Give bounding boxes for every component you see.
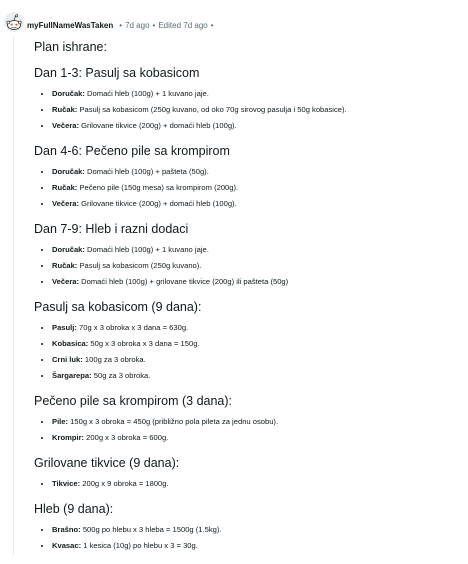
meta-separator: • xyxy=(152,20,156,30)
item-label: Doručak: xyxy=(52,89,85,98)
item-text: Domaći hleb (100g) + 1 kuvano jaje. xyxy=(84,245,209,254)
section-heading: Dan 1-3: Pasulj sa kobasicom xyxy=(34,66,200,80)
item-text: 200g x 9 obroka = 1800g. xyxy=(80,479,169,488)
comment-meta xyxy=(27,17,217,33)
section-list xyxy=(34,524,464,551)
item-label: Večera: xyxy=(52,121,80,130)
item-label: Kobasica: xyxy=(52,339,89,348)
item-text: 100g za 3 obroka. xyxy=(82,355,146,364)
section-list xyxy=(34,478,464,489)
item-text: Grilovane tikvice (200g) + domaći hleb (100g). xyxy=(79,121,237,130)
item-label: Ručak: xyxy=(52,183,78,192)
list-item xyxy=(52,198,464,209)
comment-body xyxy=(34,40,464,564)
meta-separator: • xyxy=(210,20,214,30)
item-label: Doručak: xyxy=(52,167,85,176)
item-label: Večera: xyxy=(52,199,80,208)
item-text: 200g x 3 obroka = 600g. xyxy=(84,433,169,442)
list-item xyxy=(52,182,464,193)
section-list xyxy=(34,166,464,209)
item-label: Crni luk: xyxy=(52,355,83,364)
comment-edited: Edited 7d ago xyxy=(158,20,208,30)
thread-line[interactable] xyxy=(13,36,14,555)
list-item xyxy=(52,370,464,381)
list-item xyxy=(52,88,464,99)
item-text: 500g po hlebu x 3 hleba = 1500g (1.5kg). xyxy=(80,525,222,534)
item-label: Brašno: xyxy=(52,525,81,534)
item-text: Grilovane tikvice (200g) + domaći hleb (100g). xyxy=(79,199,237,208)
list-item xyxy=(52,104,464,115)
list-item xyxy=(52,276,464,287)
meta-separator: • xyxy=(119,20,123,30)
comment-author[interactable]: myFullNameWasTaken xyxy=(27,20,114,30)
section-list xyxy=(34,244,464,287)
item-label: Večera: xyxy=(52,277,80,286)
item-label: Doručak: xyxy=(52,245,85,254)
section-heading: Grilovane tikvice (9 dana): xyxy=(34,456,180,470)
item-text: Pečeno pile (150g mesa) sa krompirom (200g). xyxy=(77,183,239,192)
item-text: 50g x 3 obroka x 3 dana = 150g. xyxy=(88,339,200,348)
list-item xyxy=(52,478,464,489)
section-heading: Dan 4-6: Pečeno pile sa krompirom xyxy=(34,144,230,158)
item-label: Ručak: xyxy=(52,261,78,270)
list-item xyxy=(52,120,464,131)
section-heading: Dan 7-9: Hleb i razni dodaci xyxy=(34,222,189,236)
item-label: Tikvice: xyxy=(52,479,81,488)
section-heading: Pasulj sa kobasicom (9 dana): xyxy=(34,300,202,314)
list-item xyxy=(52,416,464,427)
section-list xyxy=(34,88,464,131)
list-item xyxy=(52,322,464,333)
comment-intro: Plan ishrane: xyxy=(34,40,107,54)
item-text: Pasulj sa kobasicom (250g kuvano). xyxy=(77,261,202,270)
avatar[interactable] xyxy=(4,12,24,32)
list-item xyxy=(52,338,464,349)
section-heading: Pečeno pile sa krompirom (3 dana): xyxy=(34,394,233,408)
section-heading: Hleb (9 dana): xyxy=(34,502,114,516)
list-item xyxy=(52,524,464,535)
list-item xyxy=(52,244,464,255)
item-text: Domaći hleb (100g) + pašteta (50g). xyxy=(84,167,209,176)
item-text: Pasulj sa kobasicom (250g kuvano, od oko 70g sirovog pasulja i 50g kobasice). xyxy=(77,105,347,114)
item-label: Ručak: xyxy=(52,105,78,114)
reddit-snoo-avatar-icon xyxy=(4,12,24,32)
item-text: 50g za 3 obroka. xyxy=(91,371,151,380)
list-item xyxy=(52,540,464,551)
item-label: Šargarepa: xyxy=(52,371,92,380)
item-text: Domaći hleb (100g) + 1 kuvano jaje. xyxy=(84,89,209,98)
list-item xyxy=(52,260,464,271)
item-text: Domaći hleb (100g) + grilovane tikvice (200g) ili pašteta (50g) xyxy=(79,277,289,286)
item-label: Krompir: xyxy=(52,433,85,442)
list-item xyxy=(52,432,464,443)
section-list xyxy=(34,322,464,381)
section-list xyxy=(34,416,464,443)
list-item xyxy=(52,354,464,365)
item-text: 1 kesica (10g) po hlebu x 3 = 30g. xyxy=(81,541,198,550)
item-label: Pile: xyxy=(52,417,69,426)
list-item xyxy=(52,166,464,177)
item-label: Kvasac: xyxy=(52,541,82,550)
item-label: Pasulj: xyxy=(52,323,77,332)
comment-time[interactable]: 7d ago xyxy=(125,20,150,30)
item-text: 150g x 3 obroka = 450g (približno pola pileta za jednu osobu). xyxy=(68,417,279,426)
item-text: 70g x 3 obroka x 3 dana = 630g. xyxy=(76,323,189,332)
